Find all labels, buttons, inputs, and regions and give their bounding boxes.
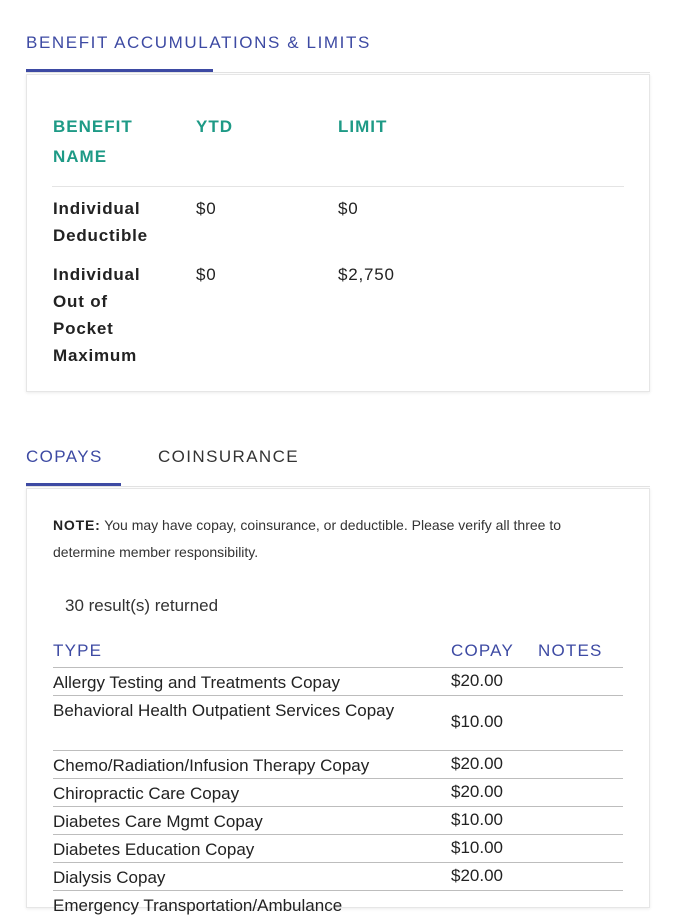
copay-amount: $10.00 bbox=[451, 712, 503, 731]
results-count: 30 result(s) returned bbox=[65, 596, 219, 615]
copay-type: Allergy Testing and Treatments Copay bbox=[53, 673, 340, 692]
tabs-divider bbox=[26, 486, 650, 487]
copay-type: Chiropractic Care Copay bbox=[53, 784, 240, 803]
copay-type: Chemo/Radiation/Infusion Therapy Copay bbox=[53, 756, 370, 775]
benefit-row-name bbox=[53, 261, 183, 369]
copay-amount: $10.00 bbox=[451, 838, 503, 857]
table-row bbox=[53, 890, 623, 915]
note-label: NOTE: bbox=[53, 517, 101, 533]
benefit-row-limit: $0 bbox=[338, 199, 359, 218]
benefit-row-ytd: $0 bbox=[196, 199, 217, 218]
copay-type: Diabetes Care Mgmt Copay bbox=[53, 812, 263, 831]
benefit-accumulations-title: BENEFIT ACCUMULATIONS & LIMITS bbox=[26, 33, 371, 52]
table-row bbox=[53, 778, 623, 806]
note-text: You may have copay, coinsurance, or deductible. Please verify all three to determine member responsibility. bbox=[53, 517, 562, 560]
copay-type: Behavioral Health Outpatient Services Copay bbox=[53, 701, 395, 720]
copay-amount: $20.00 bbox=[451, 671, 503, 690]
member-responsibility-note bbox=[53, 512, 618, 566]
ytd-header: YTD bbox=[196, 117, 233, 136]
type-column-header: TYPE bbox=[53, 641, 103, 660]
title-divider bbox=[26, 72, 650, 73]
benefit-name-header-line1: BENEFIT bbox=[53, 117, 133, 136]
table-row bbox=[53, 750, 623, 778]
benefit-name-line: Individual bbox=[53, 265, 141, 284]
benefit-name-header-line2: NAME bbox=[53, 147, 108, 166]
table-row bbox=[53, 667, 623, 695]
copay-type: Dialysis Copay bbox=[53, 868, 166, 887]
copay-type: Emergency Transportation/Ambulance bbox=[53, 896, 343, 915]
tab-coinsurance[interactable]: COINSURANCE bbox=[158, 447, 300, 466]
copay-amount: $20.00 bbox=[451, 754, 503, 773]
copay-type: Diabetes Education Copay bbox=[53, 840, 255, 859]
table-row bbox=[53, 834, 623, 862]
copay-amount: $10.00 bbox=[451, 810, 503, 829]
table-row bbox=[53, 695, 623, 750]
benefit-row-ytd: $0 bbox=[196, 265, 217, 284]
benefit-row-name bbox=[53, 195, 183, 249]
table-row bbox=[53, 862, 623, 890]
benefit-name-line: Pocket bbox=[53, 319, 114, 338]
benefit-row-limit: $2,750 bbox=[338, 265, 395, 284]
benefit-name-line: Maximum bbox=[53, 346, 138, 365]
table-row bbox=[53, 806, 623, 834]
copay-amount: $20.00 bbox=[451, 866, 503, 885]
notes-column-header: NOTES bbox=[538, 641, 603, 660]
copay-column-header: COPAY bbox=[451, 641, 514, 660]
benefit-name-line: Individual bbox=[53, 199, 141, 218]
benefits-header-divider bbox=[52, 186, 624, 187]
copay-amount: $20.00 bbox=[451, 782, 503, 801]
benefit-name-line: Out of bbox=[53, 292, 108, 311]
benefit-name-header bbox=[53, 112, 133, 172]
benefit-name-line: Deductible bbox=[53, 226, 148, 245]
tab-copays[interactable]: COPAYS bbox=[26, 447, 103, 466]
limit-header: LIMIT bbox=[338, 117, 388, 136]
